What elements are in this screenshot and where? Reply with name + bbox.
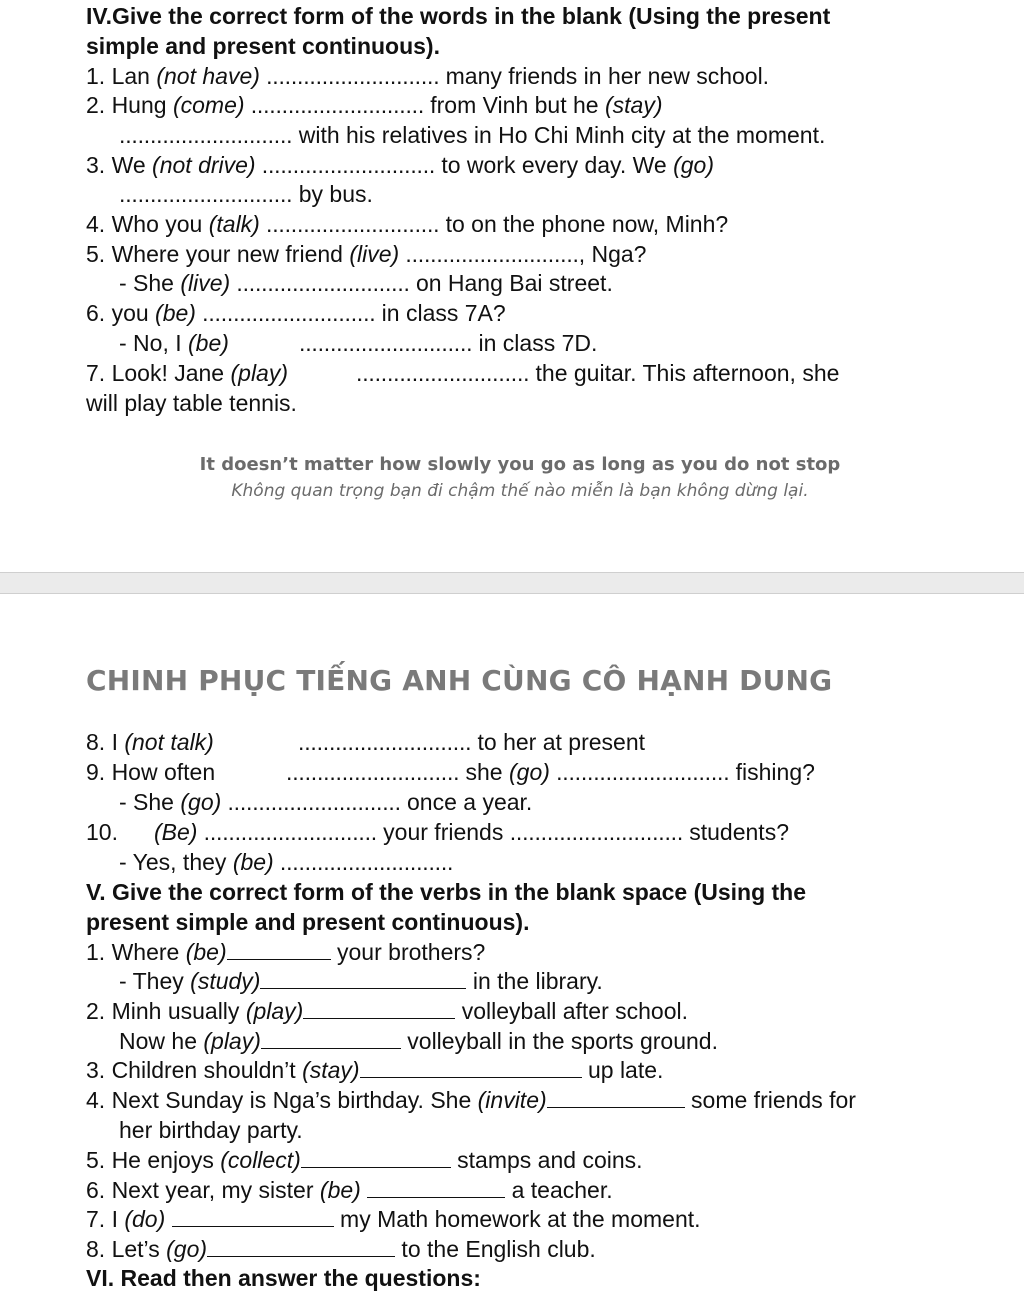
exercise-v-item-4: 4. Next Sunday is Nga’s birthday. She (invite) some friends for (86, 1087, 856, 1113)
page-1 (0, 0, 1024, 572)
exercise-item-10-answer: - Yes, they (be) ............................ (119, 849, 454, 875)
section-iv-heading-cont: simple and present continuous). (86, 33, 440, 59)
answer-blank (172, 1206, 334, 1227)
exercise-v-item-4-cont: her birthday party. (119, 1117, 303, 1143)
exercise-item-7-cont: will play table tennis. (86, 390, 297, 416)
exercise-item-2: 2. Hung (come) ............................ from Vinh but he (stay) (86, 92, 663, 118)
exercise-item-9-answer: - She (go) ............................ once a year. (119, 789, 533, 815)
exercise-item-1: 1. Lan (not have) ............................ many friends in her new school. (86, 63, 770, 89)
exercise-item-5-answer: - She (live) ............................ on Hang Bai street. (119, 270, 613, 296)
answer-blank (260, 968, 466, 989)
exercise-item-3-cont: ............................ by bus. (119, 181, 373, 207)
exercise-item-4: 4. Who you (talk) ............................ to on the phone now, Minh? (86, 211, 729, 237)
item-lead: 8. I (not talk) (86, 729, 214, 755)
section-v-heading: V. Give the correct form of the verbs in the blank space (Using the (86, 879, 807, 905)
answer-blank (303, 998, 455, 1019)
answer-blank (360, 1057, 582, 1078)
item-blank: ............................ she (go) ............................ fishing? (286, 759, 815, 785)
item-lead: 7. Look! Jane (play) (86, 360, 289, 386)
exercise-v-item-1: 1. Where (be) your brothers? (86, 939, 486, 965)
exercise-item-3: 3. We (not drive) ............................ to work every day. We (go) (86, 152, 715, 178)
motivational-quote-vietnamese: Không quan trọng bạn đi chậm thế nào miễn là bạn không dừng lại. (231, 481, 809, 501)
item-number: 10. (86, 819, 118, 845)
answer-lead: - No, I (be) (119, 330, 229, 356)
answer-blank: ............................ in class 7D. (299, 330, 598, 356)
item-body: (Be) ............................ your friends ............................ students? (154, 819, 789, 845)
answer-blank (207, 1236, 395, 1257)
exercise-v-item-6: 6. Next year, my sister (be) a teacher. (86, 1177, 613, 1203)
item-lead: 9. How often (86, 759, 216, 785)
section-vi-heading: VI. Read then answer the questions: (86, 1265, 481, 1291)
exercise-v-item-1-answer: - They (study) in the library. (119, 968, 603, 994)
item-blank: ............................ the guitar. This afternoon, she (356, 360, 840, 386)
page-separator (0, 572, 1024, 594)
answer-blank (367, 1177, 505, 1198)
exercise-v-item-7: 7. I (do) my Math homework at the moment. (86, 1206, 701, 1232)
answer-blank (261, 1028, 401, 1049)
section-v-heading-cont: present simple and present continuous). (86, 909, 530, 935)
exercise-v-item-2: 2. Minh usually (play) volleyball after school. (86, 998, 689, 1024)
exercise-v-item-5: 5. He enjoys (collect) stamps and coins. (86, 1147, 643, 1173)
exercise-item-5: 5. Where your new friend (live) ............................, Nga? (86, 241, 647, 267)
exercise-v-item-2-cont: Now he (play) volleyball in the sports ground. (119, 1028, 718, 1054)
motivational-quote: It doesn’t matter how slowly you go as long as you do not stop (199, 454, 841, 475)
answer-blank (227, 939, 331, 960)
exercise-v-item-8: 8. Let’s (go) to the English club. (86, 1236, 596, 1262)
answer-blank (301, 1147, 451, 1168)
exercise-item-2-cont: ............................ with his relatives in Ho Chi Minh city at the moment. (119, 122, 826, 148)
item-blank: ............................ to her at present (298, 729, 646, 755)
section-iv-heading: IV.Give the correct form of the words in the blank (Using the present (86, 3, 831, 29)
exercise-item-6: 6. you (be) ............................ in class 7A? (86, 300, 506, 326)
page-header-brand: CHINH PHỤC TIẾNG ANH CÙNG CÔ HẠNH DUNG (86, 664, 833, 697)
answer-blank (547, 1087, 685, 1108)
exercise-v-item-3: 3. Children shouldn’t (stay) up late. (86, 1057, 664, 1083)
